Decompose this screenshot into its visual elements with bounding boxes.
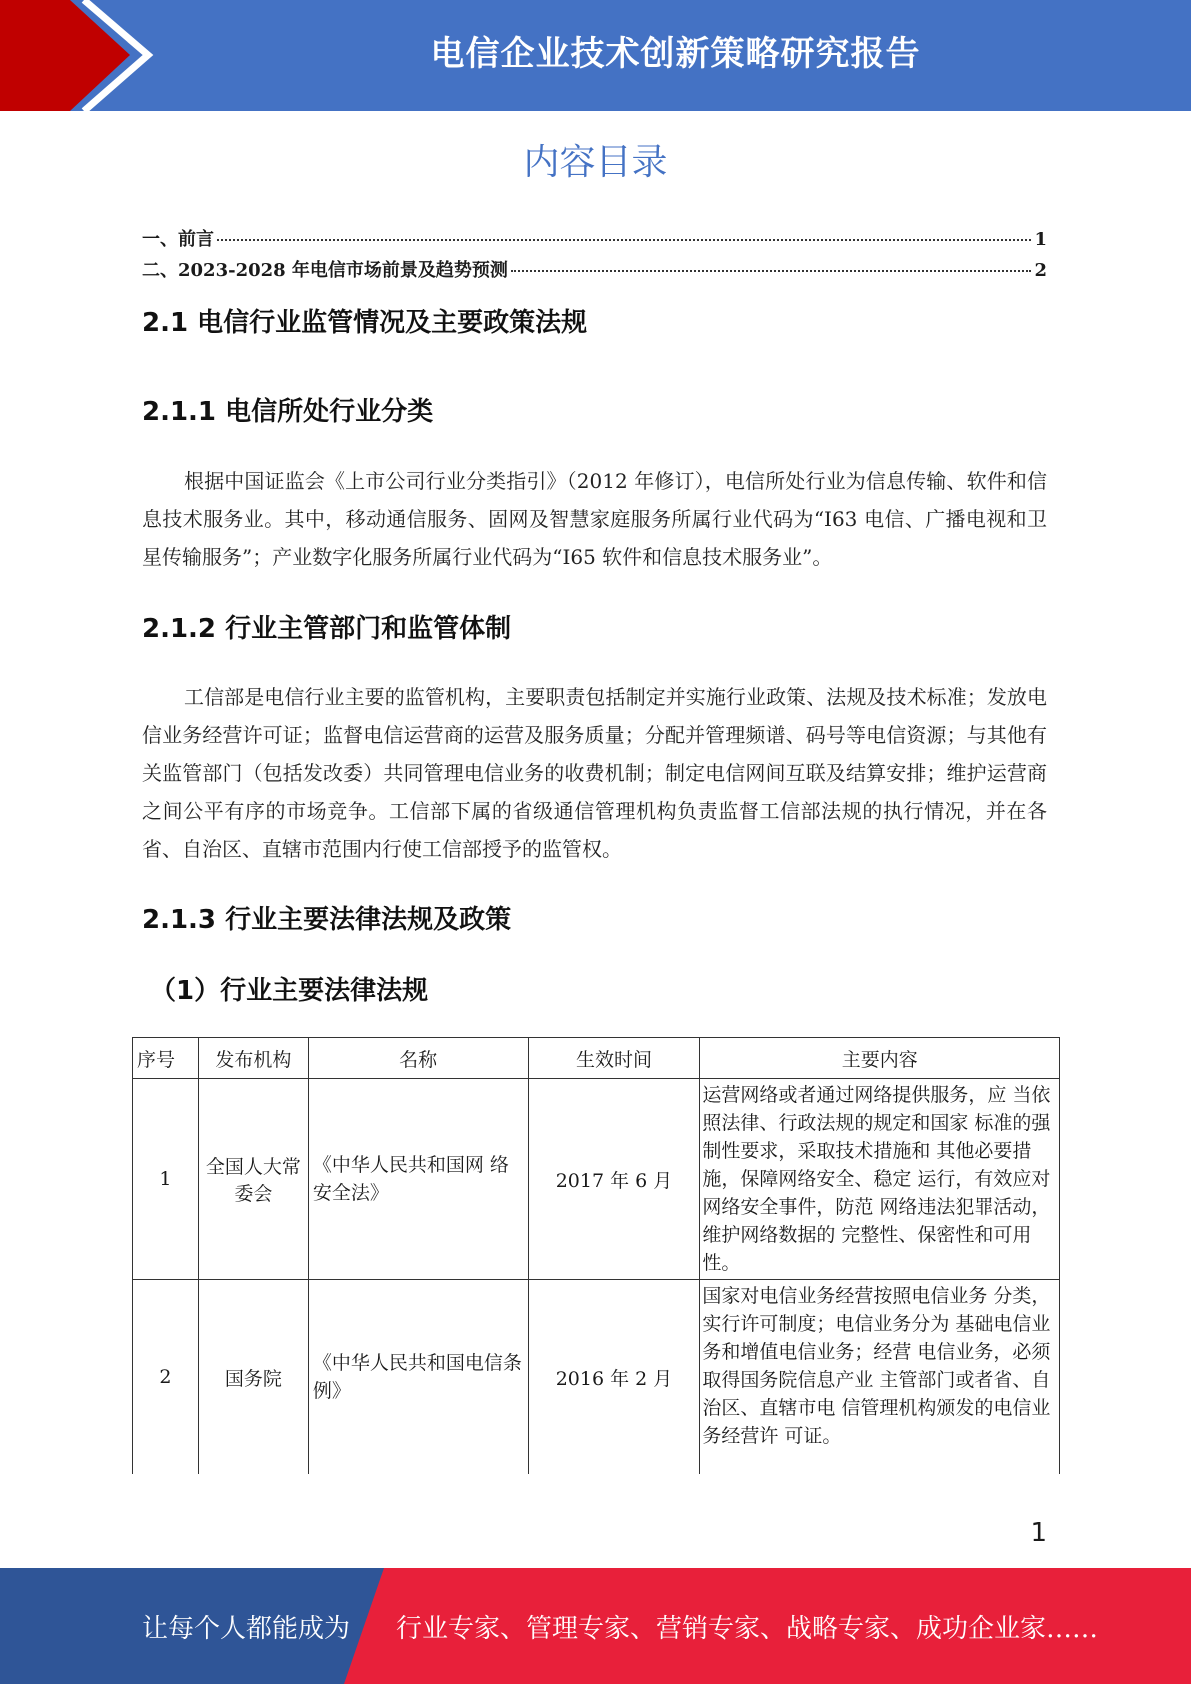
section-heading-2-1-3: 2.1.3 行业主要法律法规及政策 — [142, 905, 512, 935]
page-header-banner — [0, 0, 1191, 111]
laws-table — [132, 1037, 1060, 1474]
cell-main-content: 国家对电信业务经营按照电信业务 分类，实行许可制度；电信业务分为 基础电信业务和增值电信业务；经营 电信业务，必须取得国务院信息产业 主管部门或者省、自治区、直辖市电 信管理机构颁发的电信业务经营许 可证。 — [700, 1280, 1060, 1475]
report-title: 电信企业技术创新策略研究报告 — [430, 34, 921, 74]
footer-slogan-right: 行业专家、管理专家、营销专家、战略专家、成功企业家…… — [396, 1614, 1099, 1644]
subsection-heading-laws: （1）行业主要法律法规 — [150, 976, 429, 1006]
section-heading-2-1: 2.1 电信行业监管情况及主要政策法规 — [142, 308, 588, 338]
table-row — [133, 1079, 1060, 1280]
footer-slogan-left: 让每个人都能成为 — [142, 1614, 351, 1644]
column-header: 生效时间 — [528, 1038, 700, 1079]
column-header: 发布机构 — [198, 1038, 308, 1079]
cell-law-name: 《中华人民共和国网 络安全法》 — [308, 1079, 528, 1280]
cell-number: 1 — [133, 1079, 199, 1280]
cell-effective-date: 2016 年 2 月 — [528, 1280, 700, 1475]
column-header: 主要内容 — [700, 1038, 1060, 1079]
toc-leader-dots — [511, 270, 1032, 272]
toc-title: 内容目录 — [523, 142, 668, 183]
cell-law-name: 《中华人民共和国电信条例》 — [308, 1280, 528, 1475]
table-header-row — [133, 1038, 1060, 1079]
toc-item-label: 一、前言 — [142, 229, 214, 250]
cell-number: 2 — [133, 1280, 199, 1475]
section-heading-2-1-2: 2.1.2 行业主管部门和监管体制 — [142, 614, 512, 644]
toc-item[interactable] — [142, 225, 1047, 251]
toc-item-page: 1 — [1034, 229, 1047, 250]
page-footer-banner — [0, 1568, 1191, 1684]
cell-main-content: 运营网络或者通过网络提供服务，应 当依照法律、行政法规的规定和国家 标准的强制性要求，采取技术措施和 其他必要措施，保障网络安全、稳定 运行，有效应对网络安全事件，防范 网络违法犯罪活动，维护网络数据的 完整性、保密性和可用性。 — [700, 1079, 1060, 1280]
column-header: 名称 — [308, 1038, 528, 1079]
paragraph-regulatory-system: 工信部是电信行业主要的监管机构，主要职责包括制定并实施行业政策、法规及技术标准；发放电信业务经营许可证；监督电信运营商的运营及服务质量；分配并管理频谱、码号等电信资源；与其他有关监管部门（包括发改委）共同管理电信业务的收费机制；制定电信网间互联及结算安排；维护运营商之间公平有序的市场竞争。工信部下属的省级通信管理机构负责监督工信部法规的执行情况，并在各省、自治区、直辖市范围内行使工信部授予的监管权。 — [142, 685, 1047, 861]
cell-effective-date: 2017 年 6 月 — [528, 1079, 700, 1280]
page-number: 1 — [1030, 1518, 1047, 1548]
section-heading-2-1-1: 2.1.1 电信所处行业分类 — [142, 397, 434, 427]
cell-issuer: 国务院 — [198, 1280, 308, 1475]
toc-item-label: 二、2023-2028 年电信市场前景及趋势预测 — [142, 260, 508, 281]
cell-issuer: 全国人大常委会 — [198, 1079, 308, 1280]
toc-item-page: 2 — [1034, 260, 1047, 281]
toc-item[interactable] — [142, 256, 1047, 282]
paragraph-industry-classification: 根据中国证监会《上市公司行业分类指引》（2012 年修订），电信所处行业为信息传输、软件和信息技术服务业。其中，移动通信服务、固网及智慧家庭服务所属行业代码为“I63 电信、广播电视和卫星传输服务”；产业数字化服务所属行业代码为“I65 软件和信息技术服务业”。 — [142, 469, 1047, 569]
column-header: 序号 — [133, 1038, 199, 1079]
red-chevron-decoration — [0, 0, 160, 111]
table-row — [133, 1280, 1060, 1475]
toc-leader-dots — [217, 239, 1031, 241]
